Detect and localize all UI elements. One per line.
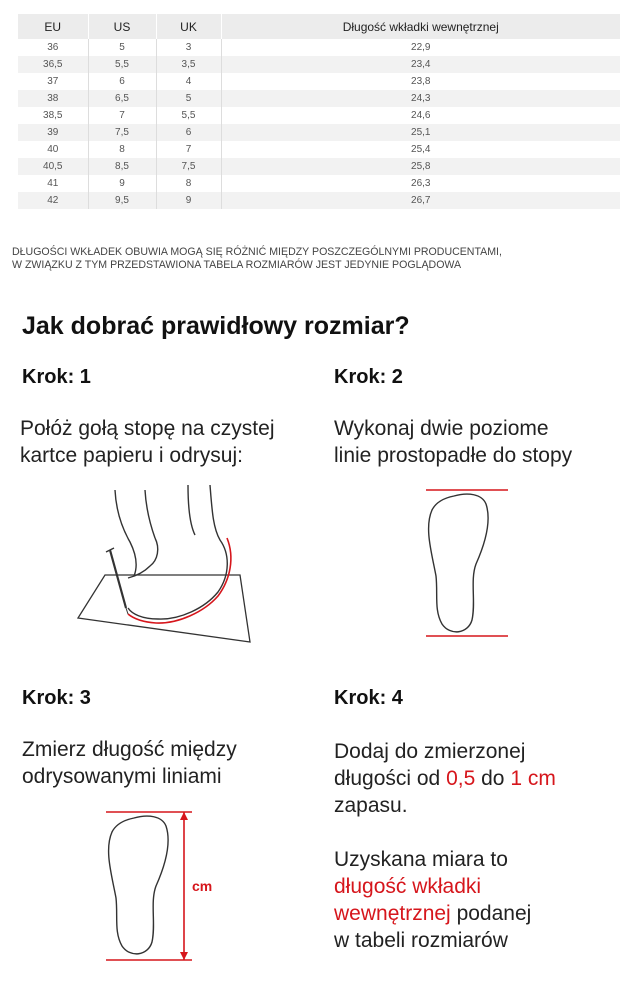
cell-length: 25,8 [221,158,620,175]
cell-length: 23,4 [221,56,620,73]
step-4-min-allowance: 0,5 [446,767,476,790]
step-1-line-1: Połóż gołą stopę na czystej [20,417,275,440]
step-3-line-2: odrysowanymi liniami [22,765,222,788]
cell-eu: 38 [18,90,88,107]
step-4-result-line-4: w tabeli rozmiarów [334,929,508,952]
cell-uk: 3,5 [156,56,221,73]
table-row [18,73,620,90]
cell-eu: 38,5 [18,107,88,124]
cell-us: 7 [88,107,156,124]
step-1-line-2: kartce papieru i odrysuj: [20,444,243,467]
step-2-title: Krok: 2 [334,366,403,388]
table-row [18,107,620,124]
cell-us: 5 [88,39,156,56]
step-4-result-line-3-a: wewnętrznej [334,902,451,925]
header-eu: EU [18,14,88,39]
header-uk: UK [156,14,221,39]
cell-us: 8 [88,141,156,158]
table-row [18,39,620,56]
header-us: US [88,14,156,39]
cell-length: 24,3 [221,90,620,107]
disclaimer [12,246,634,272]
cell-uk: 6 [156,124,221,141]
cell-uk: 5,5 [156,107,221,124]
step-2-line-1: Wykonaj dwie poziome [334,417,549,440]
foot-outline-lines-illustration [420,484,520,644]
table-row [18,90,620,107]
cell-us: 8,5 [88,158,156,175]
measure-cm-label: cm [192,878,213,894]
step-4-line-3: zapasu. [334,794,408,817]
step-4-result-line-1: Uzyskana miara to [334,848,508,871]
table-row [18,158,620,175]
table-row [18,175,620,192]
cell-us: 9 [88,175,156,192]
cell-uk: 7 [156,141,221,158]
step-3-text [22,736,237,790]
step-1-title: Krok: 1 [22,366,91,388]
disclaimer-line-1: DŁUGOŚCI WKŁADEK OBUWIA MOGĄ SIĘ RÓŻNIĆ MIĘDZY POSZCZEGÓLNYMI PRODUCENTAMI, [12,246,502,258]
step-4-result-line-2: długość wkładki [334,875,482,898]
cell-eu: 36,5 [18,56,88,73]
step-3-line-1: Zmierz długość między [22,738,237,761]
step-3-title: Krok: 3 [22,687,91,709]
step-4-result-line-3-b: podanej [450,902,532,925]
cell-length: 24,6 [221,107,620,124]
foot-measure-illustration [100,806,230,968]
cell-us: 6,5 [88,90,156,107]
step-4-line-2-c: do [475,767,511,790]
step-2-text [334,415,572,469]
cell-uk: 8 [156,175,221,192]
cell-eu: 41 [18,175,88,192]
header-insole-length: Długość wkładki wewnętrznej [221,14,620,39]
cell-eu: 37 [18,73,88,90]
step-4-line-1: Dodaj do zmierzonej [334,740,526,763]
foot-tracing-illustration [70,480,260,650]
disclaimer-line-2: W ZWIĄZKU Z TYM PRZEDSTAWIONA TABELA ROZMIARÓW JEST JEDYNIE POGLĄDOWA [12,259,462,271]
cell-us: 5,5 [88,56,156,73]
table-row [18,124,620,141]
cell-us: 6 [88,73,156,90]
step-4-result-line-3 [334,900,531,927]
cell-length: 25,1 [221,124,620,141]
guide-title: Jak dobrać prawidłowy rozmiar? [22,312,410,340]
cell-eu: 40 [18,141,88,158]
size-table [18,14,620,209]
step-4-title: Krok: 4 [334,687,403,709]
table-row [18,141,620,158]
cell-eu: 36 [18,39,88,56]
table-header-row [18,14,620,39]
table-row [18,192,620,209]
step-4-max-allowance: 1 cm [510,767,556,790]
step-4-result-text [334,846,531,954]
step-4-line-2 [334,765,556,792]
cell-length: 22,9 [221,39,620,56]
cell-us: 9,5 [88,192,156,209]
cell-eu: 40,5 [18,158,88,175]
cell-length: 23,8 [221,73,620,90]
cell-eu: 42 [18,192,88,209]
cell-length: 26,3 [221,175,620,192]
cell-uk: 7,5 [156,158,221,175]
cell-eu: 39 [18,124,88,141]
step-2-line-2: linie prostopadłe do stopy [334,444,573,467]
cell-us: 7,5 [88,124,156,141]
table-row [18,56,620,73]
cell-uk: 3 [156,39,221,56]
step-1-text [20,415,274,469]
cell-uk: 9 [156,192,221,209]
cell-length: 26,7 [221,192,620,209]
step-4-text [334,738,556,819]
cell-length: 25,4 [221,141,620,158]
cell-uk: 5 [156,90,221,107]
cell-uk: 4 [156,73,221,90]
step-4-line-2-a: długości od [334,767,447,790]
